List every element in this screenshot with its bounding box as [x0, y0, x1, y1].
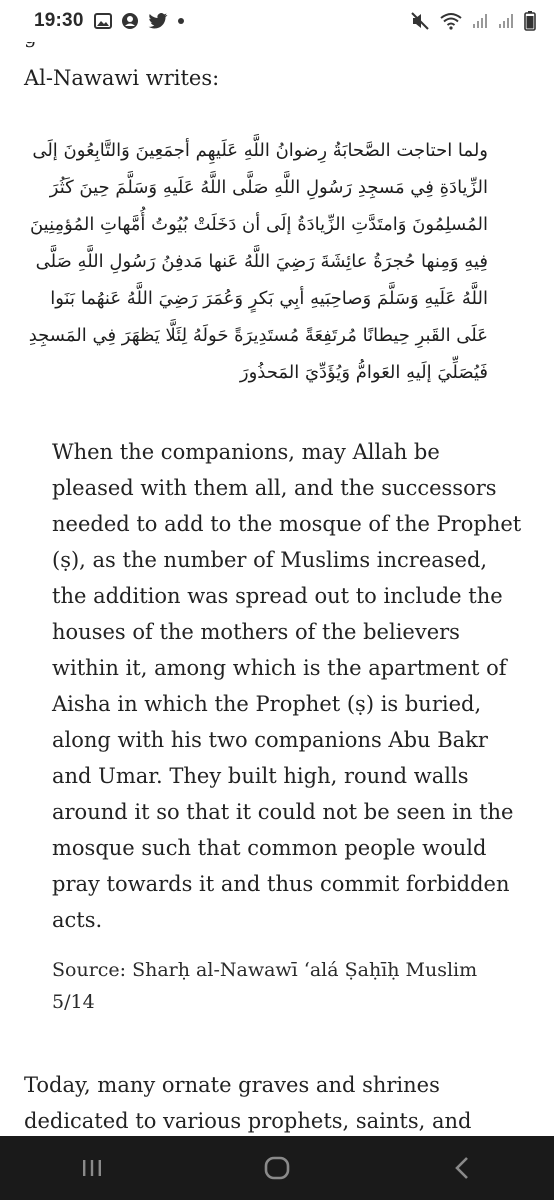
recents-icon [81, 1158, 103, 1178]
wifi-icon [440, 12, 462, 30]
gallery-icon [94, 13, 112, 29]
recents-button[interactable] [52, 1136, 132, 1200]
twitter-icon [148, 13, 168, 29]
status-time: 19:30 [34, 10, 84, 31]
battery-icon [524, 11, 536, 31]
signal-icon [472, 13, 488, 29]
back-button[interactable] [422, 1136, 502, 1200]
dot-icon [177, 17, 185, 25]
status-bar [0, 0, 554, 42]
signal-icon [498, 13, 514, 29]
translation-blockquote: When the companions, may Allah be pleased with them all, and the successors needed to add to the mosque of the Prophet (ṣ), as the number of Muslims increased, the addition was spread out to include the houses of the mothers of the believers within it, among which is the apartment of Aisha in which the Prophet (ṣ) is buried, along with his two companions Abu Bakr and Umar. They built high, round walls around it so that it could not be seen in the mosque such that common people would pray towards it and thus commit forbidden acts. [52, 440, 522, 932]
intro-text: Al-Nawawi writes: [24, 66, 220, 90]
navigation-bar [0, 1136, 554, 1200]
account-icon [121, 12, 139, 30]
arabic-quote: ولما احتاجت الصَّحابَةُ رِضوانُ اللَّهِ عَلَيهِم أجمَعِينَ وَالتَّابِعُونَ إلَى الزِّيادَةِ فِي مَسجِدِ رَسُولِ اللَّهِ صَلَّى اللَّهُ عَلَيهِ وَسَلَّمَ حِينَ كَثُرَ المُسلِمُونَ وَامتَدَّتِ الزِّيادَةُ إلَى أن دَخَلَتْ بُيُوتُ أُمَّهاتِ المُؤمِنِينَ فِيهِ وَمِنها حُجرَةُ عائِشَةَ رَضِيَ اللَّهُ عَنها مَدفِنُ رَسُولِ اللَّهِ صَلَّى اللَّهُ عَلَيهِ وَسَلَّمَ وَصاحِبَيهِ أبِي بَكرٍ وَعُمَرَ رَضِيَ اللَّهُ عَنهُما بَنَوا عَلَى القَبرِ حِيطانًا مُرتَفِعَةً مُستَدِيرَةً حَولَهُ لِئَلَّا يَظهَرَ فِي المَسجِدِ فَيُصَلِّيَ إلَيهِ العَوامُّ وَيُؤَدِّيَ المَحذُورَ [28, 140, 488, 383]
source-citation: Source: Sharḥ al-Nawawī ‘alá Ṣaḥīḥ Muslim 5/14 [52, 959, 478, 1013]
home-icon [264, 1156, 290, 1180]
home-button[interactable] [237, 1136, 317, 1200]
back-icon [454, 1156, 470, 1180]
closing-paragraph: Today, many ornate graves and shrines dedicated to various prophets, saints, and [24, 1073, 472, 1133]
mute-icon [410, 12, 430, 30]
